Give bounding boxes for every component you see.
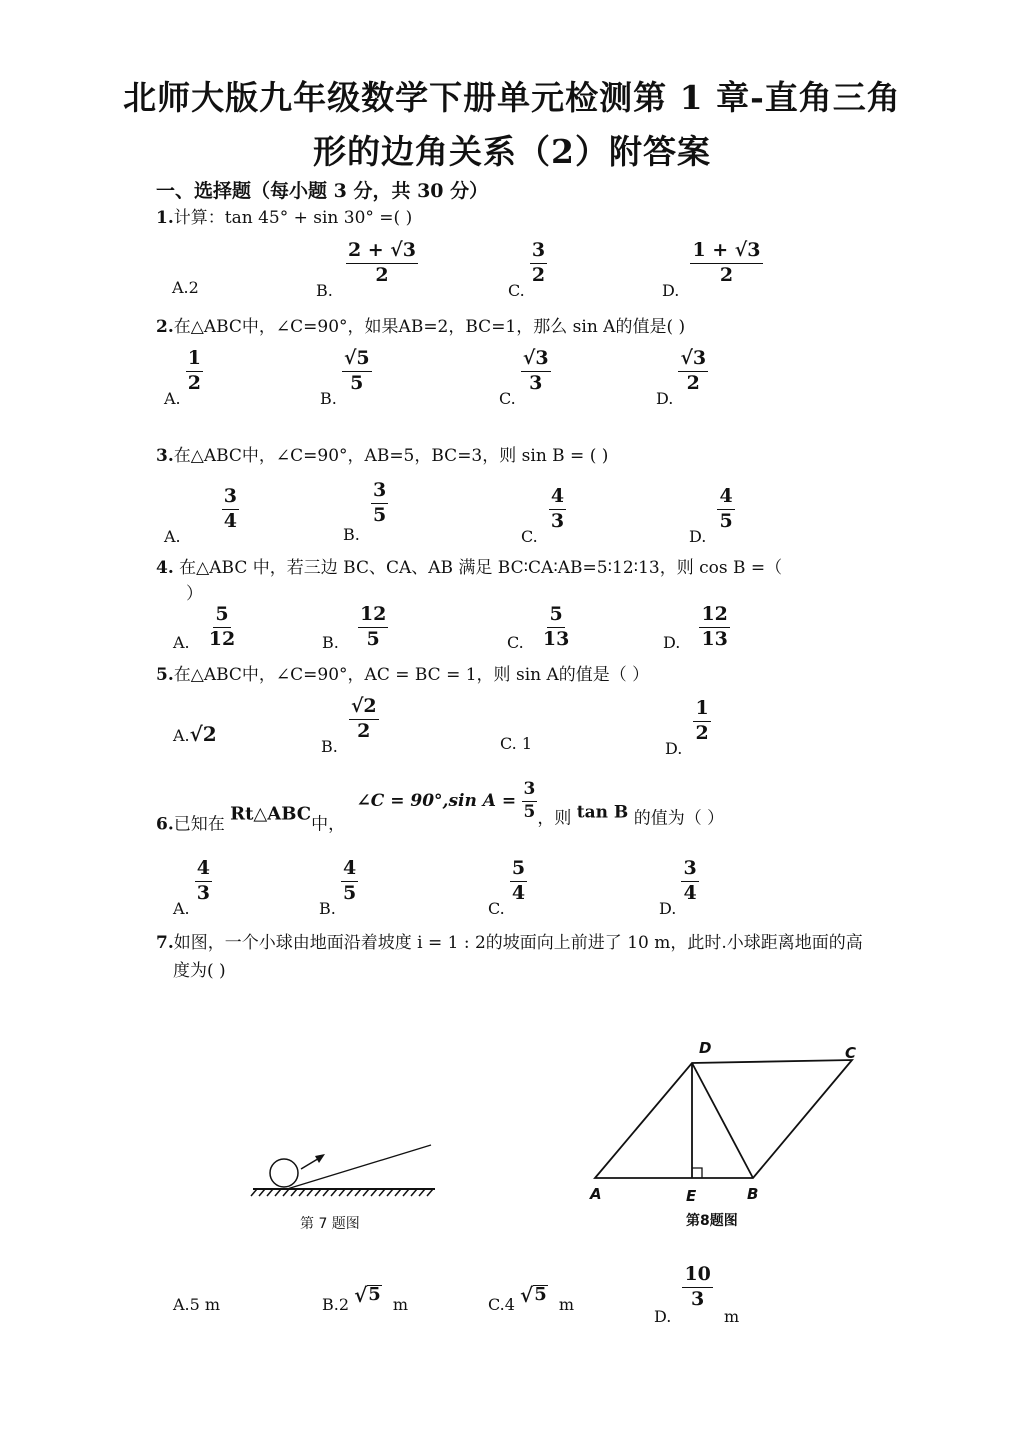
fraction-denominator: 2: [686, 371, 700, 394]
option-label: B.: [316, 280, 333, 300]
fraction-denominator: 13: [542, 627, 570, 650]
fraction-numerator: 5: [510, 858, 527, 882]
q4-option-b: [322, 604, 388, 652]
fraction-denominator: 4: [683, 881, 697, 904]
q1-option-a: [172, 278, 199, 297]
q2-option-c: [499, 348, 551, 408]
condition-formula: ∠C = 90°,sin A =: [356, 790, 517, 811]
q1-option-b: [316, 240, 418, 300]
q3-option-d: [689, 486, 735, 546]
question-text: 在△ABC中，∠C=90°，AC = BC = 1，则 sin A的值是（ ）: [173, 665, 650, 685]
q1-option-d: [662, 240, 763, 300]
fraction-numerator: 1: [693, 698, 710, 722]
fraction-denominator: 5: [523, 801, 536, 822]
question-number: 4.: [156, 558, 174, 578]
fraction-denominator: 12: [208, 627, 236, 650]
fraction-denominator: 3: [196, 881, 210, 904]
point-e-label: E: [686, 1187, 697, 1205]
rt-triangle-label: Rt△ABC: [230, 803, 312, 825]
question-number: 5.: [156, 665, 174, 685]
question-7-cont: 度为( ): [173, 961, 226, 981]
point-d-label: D: [699, 1039, 712, 1057]
doc-title-line1: 北师大版九年级数学下册单元检测第 1 章-直角三角: [123, 78, 901, 117]
fraction-denominator: 5: [350, 371, 364, 394]
point-a-label: A: [590, 1185, 602, 1203]
ball-icon: [270, 1159, 298, 1187]
tan-b-label: tan B: [576, 802, 629, 823]
option-label: C.: [507, 632, 524, 652]
fraction-denominator: 5: [366, 627, 380, 650]
question-text: 在△ABC 中，若三边 BC、CA、AB 满足 BC∶CA∶AB=5∶12∶13，则 cos B =（: [179, 558, 783, 578]
section-header: 一、选择题（每小题 3 分，共 30 分）: [156, 180, 489, 202]
question-number: 2.: [156, 317, 174, 337]
question-2: [156, 312, 685, 337]
question-number: 1.: [156, 208, 174, 228]
q6-option-c: [488, 858, 527, 918]
q7-option-b: [322, 1285, 408, 1314]
fraction-denominator: 3: [691, 1287, 705, 1310]
q3-option-a: [164, 486, 239, 546]
question-6: [156, 780, 724, 835]
sqrt-icon: √ 5: [354, 1283, 381, 1307]
fraction-denominator: 4: [511, 881, 526, 904]
fraction-numerator: √3: [521, 348, 551, 372]
fraction-numerator: 2 + √3: [346, 240, 418, 264]
question-number: 6.: [156, 814, 174, 835]
question-7: [156, 928, 863, 953]
fraction-numerator: 3: [371, 480, 388, 504]
question-text: 在△ABC中，∠C=90°，AB=5，BC=3，则 sin B = ( ): [173, 446, 609, 466]
question-3: [156, 441, 608, 466]
option-label: A.: [173, 632, 190, 652]
question-1: [156, 203, 412, 228]
q5-option-c: C. 1: [500, 734, 533, 753]
option-label: B.: [321, 736, 338, 756]
q2-option-b: [320, 348, 372, 408]
q1-option-c: [508, 240, 547, 300]
option-label: D.: [662, 280, 680, 300]
fraction-numerator: √3: [678, 348, 708, 372]
option-label: D.: [656, 388, 674, 408]
question-4-cont: ）: [186, 584, 203, 604]
option-label: D.: [665, 738, 683, 758]
fraction-denominator: 5: [372, 503, 387, 526]
unit-label: m: [392, 1295, 409, 1314]
fraction-numerator: 3: [222, 486, 239, 510]
question-text: 如图，一个小球由地面沿着坡度 i = 1 : 2的坡面向上前进了 10 m，此时.小球距离地面的高: [173, 933, 863, 953]
option-label: C.: [499, 388, 516, 408]
option-label: A.: [164, 526, 181, 546]
fraction-denominator: 2: [357, 719, 371, 742]
option-value: √2: [189, 722, 217, 746]
q5-option-d: [665, 698, 711, 758]
q6-option-a: [173, 858, 212, 918]
question-text: 已知在: [173, 814, 225, 835]
question-text: ，则: [537, 808, 572, 829]
option-label: A.: [173, 898, 190, 918]
fraction-numerator: √5: [342, 348, 372, 372]
question-text: 计算：tan 45° + sin 30° =( ): [173, 208, 413, 228]
fraction-numerator: 3: [522, 780, 538, 802]
fraction-numerator: 12: [699, 604, 729, 628]
q7-option-a: A.5 m: [173, 1295, 221, 1314]
option-label: C.: [508, 280, 525, 300]
fraction-denominator: 2: [531, 263, 546, 286]
q5-option-b: [321, 696, 379, 756]
fraction-denominator: 13: [701, 627, 728, 650]
fraction-denominator: 2: [187, 371, 201, 394]
q4-option-a: [173, 604, 235, 652]
fraction-denominator: 5: [342, 881, 357, 904]
question-number: 7.: [156, 933, 174, 953]
doc-title-line2: 形的边角关系（2）附答案: [313, 132, 711, 171]
unit-label: m: [723, 1306, 740, 1326]
option-label: B.: [343, 524, 360, 544]
fraction-numerator: 4: [195, 858, 212, 882]
fraction-denominator: 2: [375, 263, 389, 286]
option-label: D.: [654, 1306, 672, 1326]
fraction-numerator: 1: [186, 348, 203, 372]
q2-option-d: [656, 348, 708, 408]
fraction-numerator: 4: [717, 486, 734, 510]
question-number: 3.: [156, 446, 174, 466]
fraction-denominator: 3: [529, 371, 543, 394]
option-label: C.: [488, 898, 505, 918]
point-b-label: B: [747, 1185, 759, 1203]
q5-option-a: [173, 722, 217, 746]
fraction-denominator: 3: [550, 509, 565, 532]
figure-8-parallelogram: [585, 1035, 865, 1210]
sqrt-icon: √ 5: [520, 1283, 547, 1307]
q7-option-c: [488, 1285, 574, 1314]
q6-option-d: [659, 858, 699, 918]
option-label: B.: [322, 632, 339, 652]
q3-option-c: [521, 486, 566, 546]
fraction-numerator: 3: [530, 240, 547, 264]
option-label: D.: [689, 526, 707, 546]
option-value: 2: [188, 278, 199, 297]
fraction-numerator: 4: [549, 486, 566, 510]
option-label: A.: [172, 278, 189, 297]
fraction-numerator: √2: [349, 696, 379, 720]
fraction-denominator: 5: [719, 509, 733, 532]
option-label: B.2: [322, 1295, 350, 1314]
question-4: [156, 553, 782, 578]
unit-label: m: [558, 1295, 574, 1314]
fraction-numerator: 5: [547, 604, 564, 628]
option-label: C.: [521, 526, 538, 546]
point-c-label: C: [845, 1044, 857, 1062]
q6-option-b: [319, 858, 358, 918]
q4-option-c: [507, 604, 569, 652]
option-label: A.: [164, 388, 181, 408]
question-text: 中，: [311, 814, 346, 835]
q7-option-d: [654, 1264, 739, 1326]
option-label: B.: [319, 898, 336, 918]
fraction-numerator: 10: [682, 1264, 712, 1288]
option-label: D.: [663, 632, 681, 652]
option-label: D.: [659, 898, 677, 918]
question-text: 的值为（ ）: [633, 808, 725, 829]
figure-7-slope: [245, 1135, 445, 1205]
fraction-numerator: 1 + √3: [690, 240, 762, 264]
question-5: [156, 660, 649, 685]
question-text: 在△ABC中，∠C=90°，如果AB=2，BC=1，那么 sin A的值是( ): [173, 317, 686, 337]
option-label: B.: [320, 388, 337, 408]
option-label: A.: [173, 726, 190, 745]
fraction-denominator: 2: [695, 721, 709, 744]
fraction-denominator: 4: [223, 509, 237, 532]
option-label: C.4: [488, 1295, 515, 1314]
q3-option-b: [343, 480, 388, 544]
figure-7-caption: 第 7 题图: [300, 1216, 360, 1232]
fraction-denominator: 2: [719, 263, 734, 286]
fraction-numerator: 3: [681, 858, 698, 882]
fraction-numerator: 12: [358, 604, 388, 628]
fraction-numerator: 5: [213, 604, 230, 628]
fraction-numerator: 4: [341, 858, 358, 882]
q4-option-d: [663, 604, 730, 652]
q2-option-a: [164, 348, 203, 408]
figure-8-caption: 第8题图: [686, 1213, 738, 1229]
